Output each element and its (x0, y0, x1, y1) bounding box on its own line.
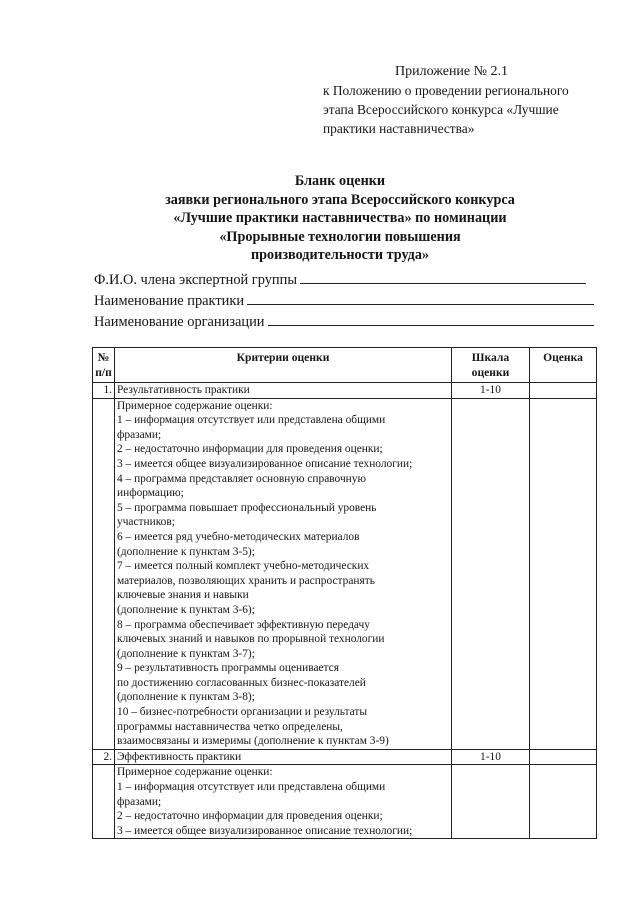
form-title (80, 172, 600, 265)
criterion-details (115, 398, 452, 749)
detail-line: ключевых знаний и навыков по прорывной технологии (117, 633, 385, 646)
expert-name-field[interactable] (94, 270, 594, 291)
table-row (93, 749, 597, 765)
appendix-header (323, 62, 603, 138)
detail-line: 2 – недостаточно информации для проведения оценки; (117, 810, 383, 823)
detail-line: фразами; (117, 795, 162, 808)
criteria-header: Критерии оценки (115, 348, 452, 383)
table-row-details (93, 398, 597, 749)
score-cell[interactable] (530, 749, 597, 765)
expert-name-input-line[interactable] (300, 270, 586, 284)
criteria-table (92, 347, 597, 839)
score-empty (530, 398, 597, 749)
detail-line: ключевые знания и навыки (117, 589, 249, 602)
form-fields (94, 270, 594, 333)
score-header: Оценка (530, 348, 597, 383)
detail-line: 4 – программа представляет основную справочную (117, 472, 366, 485)
detail-line: 3 – имеется общее визуализированное описание технологии; (117, 824, 413, 837)
organization-name-label: Наименование организации (94, 314, 265, 330)
detail-line: (дополнение к пунктам 3-5); (117, 545, 255, 558)
detail-line: 3 – имеется общее визуализированное описание технологии; (117, 457, 413, 470)
detail-line: по достижению согласованных бизнес-показателей (117, 676, 366, 689)
scale-value: 1-10 (452, 749, 530, 765)
row-number: 2. (93, 749, 115, 765)
appendix-line: к Положению о проведении регионального (323, 83, 569, 98)
practice-name-field[interactable] (94, 291, 594, 312)
criterion-details (115, 765, 452, 839)
detail-line: 7 – имеется полный комплект учебно-методических (117, 560, 370, 573)
table-row-details (93, 765, 597, 839)
detail-line: (дополнение к пунктам 3-7); (117, 647, 255, 660)
table-row (93, 383, 597, 399)
detail-line: участников; (117, 516, 175, 529)
scale-header (452, 348, 530, 383)
expert-name-label: Ф.И.О. члена экспертной группы (94, 272, 297, 288)
detail-line: фразами; (117, 428, 162, 441)
score-empty (530, 765, 597, 839)
scale-value: 1-10 (452, 383, 530, 399)
scale-empty (452, 765, 530, 839)
appendix-number: Приложение № 2.1 (395, 64, 508, 79)
detail-line: материалов, позволяющих хранить и распространять (117, 574, 375, 587)
scale-header-line: оценки (471, 366, 510, 379)
criterion-name: Результативность практики (115, 383, 452, 399)
detail-line: 2 – недостаточно информации для проведения оценки; (117, 443, 383, 456)
practice-name-input-line[interactable] (247, 291, 594, 305)
scale-header-line: Шкала (471, 351, 510, 364)
title-line: производительности труда» (250, 247, 430, 263)
detail-line: информацию; (117, 487, 184, 500)
detail-line: (дополнение к пунктам 3-8); (117, 691, 255, 704)
row-number-empty (93, 765, 115, 839)
detail-line: взаимосвязаны и измеримы (дополнение к пунктам 3-9) (117, 735, 389, 748)
organization-name-field[interactable] (94, 312, 594, 333)
scale-empty (452, 398, 530, 749)
score-cell[interactable] (530, 383, 597, 399)
appendix-line: этапа Всероссийского конкурса «Лучшие (323, 102, 559, 117)
detail-line: Примерное содержание оценки: (117, 766, 273, 779)
detail-line: 1 – информация отсутствует или представлена общими (117, 414, 386, 427)
practice-name-label: Наименование практики (94, 293, 245, 309)
organization-name-input-line[interactable] (268, 312, 594, 326)
num-header (93, 348, 115, 383)
detail-line: 6 – имеется ряд учебно-методических материалов (117, 530, 360, 543)
table-header-row (93, 348, 597, 383)
detail-line: (дополнение к пунктам 3-6); (117, 603, 255, 616)
num-header-line: п/п (95, 366, 112, 379)
detail-line: 5 – программа повышает профессиональный уровень (117, 501, 377, 514)
num-header-line: № (97, 351, 110, 364)
row-number: 1. (93, 383, 115, 399)
detail-line: 9 – результативность программы оценивается (117, 662, 339, 675)
title-line: «Лучшие практики наставничества» по номинации (173, 210, 507, 226)
title-line: Бланк оценки (294, 173, 386, 189)
detail-line: 10 – бизнес-потребности организации и результаты (117, 706, 368, 719)
detail-line: 8 – программа обеспечивает эффективную передачу (117, 618, 370, 631)
row-number-empty (93, 398, 115, 749)
title-line: «Прорывные технологии повышения (219, 228, 461, 245)
title-line: заявки регионального этапа Всероссийского конкурса (165, 191, 515, 208)
detail-line: 1 – информация отсутствует или представлена общими (117, 781, 386, 794)
criterion-name: Эффективность практики (115, 749, 452, 765)
detail-line: программы наставничества четко определены, (117, 720, 343, 733)
appendix-line: практики наставничества» (323, 121, 475, 136)
detail-line: Примерное содержание оценки: (117, 399, 273, 412)
